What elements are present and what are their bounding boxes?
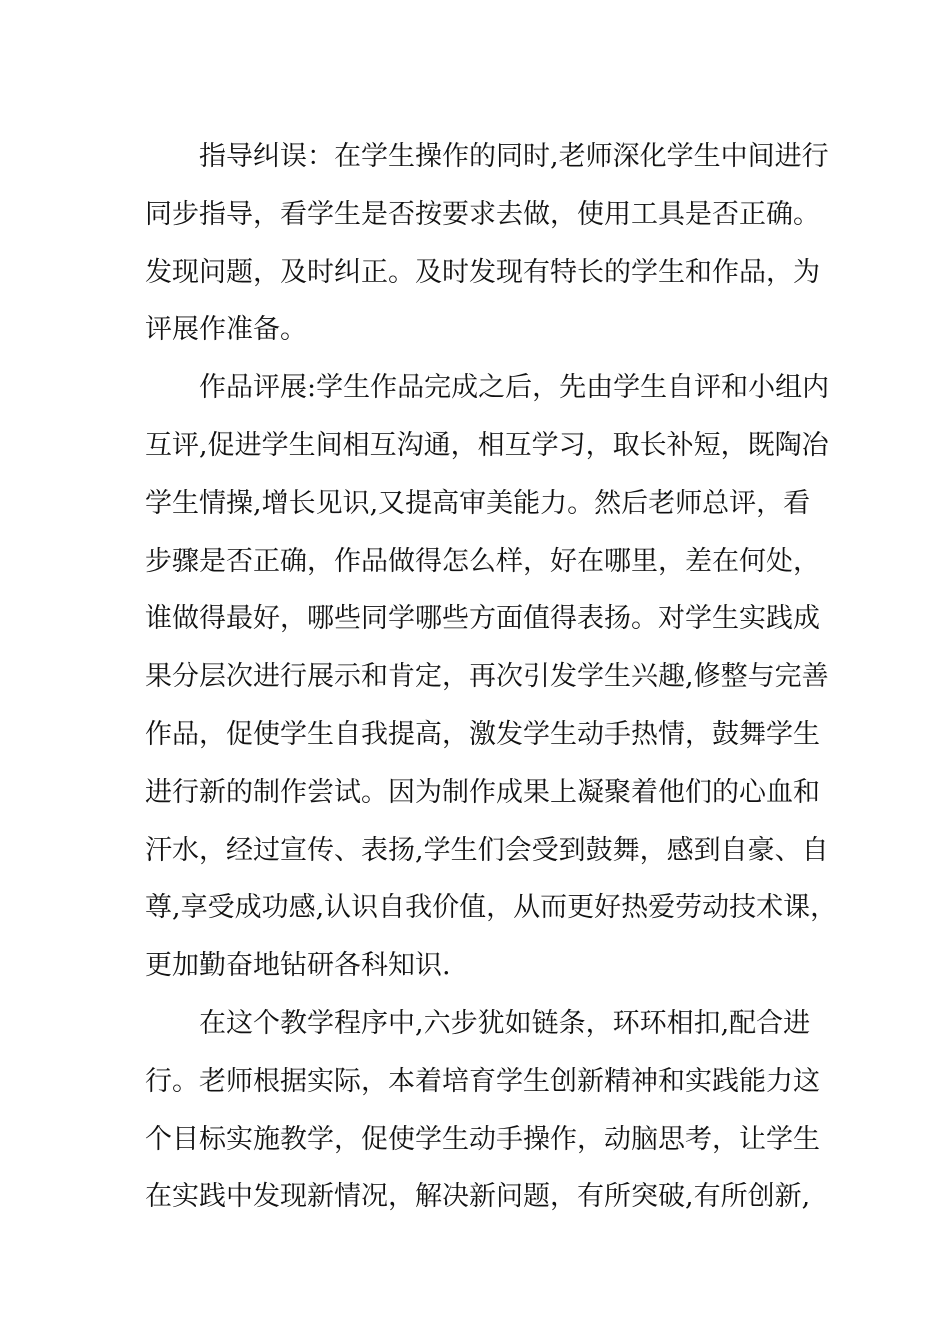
text-line: 谁做得最好，哪些同学哪些方面值得表扬。对学生实践成 [145,603,820,635]
text-line: 互评,促进学生间相互沟通，相互学习，取长补短，既陶冶 [145,429,829,461]
text-line: 学生情操,增长见识,又提高审美能力。然后老师总评，看 [145,487,811,519]
text-line: 在这个教学程序中,六步犹如链条，环环相扣,配合进 [199,1007,811,1039]
text-line: 发现问题，及时纠正。及时发现有特长的学生和作品，为 [145,256,820,288]
text-line: 个目标实施教学，促使学生动手操作，动脑思考，让学生 [145,1123,820,1155]
text-line: 汗水，经过宣传、表扬,学生们会受到鼓舞，感到自豪、自 [145,834,829,866]
text-line: 在实践中发现新情况，解决新问题，有所突破,有所创新, [145,1181,811,1213]
text-line: 尊,享受成功感,认识自我价值，从而更好热爱劳动技术课， [145,892,838,924]
text-line: 指导纠误：在学生操作的同时,老师深化学生中间进行 [199,141,829,172]
text-line: 行。老师根据实际，本着培育学生创新精神和实践能力这 [145,1065,820,1097]
text-line: 果分层次进行展示和肯定，再次引发学生兴趣,修整与完善 [145,661,829,693]
text-line: 步骤是否正确，作品做得怎么样，好在哪里，差在何处， [145,545,820,577]
text-line: 同步指导，看学生是否按要求去做，使用工具是否正确。 [145,198,820,230]
text-line: 作品评展:学生作品完成之后，先由学生自评和小组内 [199,372,830,404]
body-text [145,128,838,1226]
text-line: 更加勤奋地钻研各科知识. [145,950,451,982]
text-line: 评展作准备。 [145,314,307,346]
text-line: 作品，促使学生自我提高，激发学生动手热情，鼓舞学生 [145,718,820,750]
text-line: 进行新的制作尝试。因为制作成果上凝聚着他们的心血和 [145,776,820,808]
